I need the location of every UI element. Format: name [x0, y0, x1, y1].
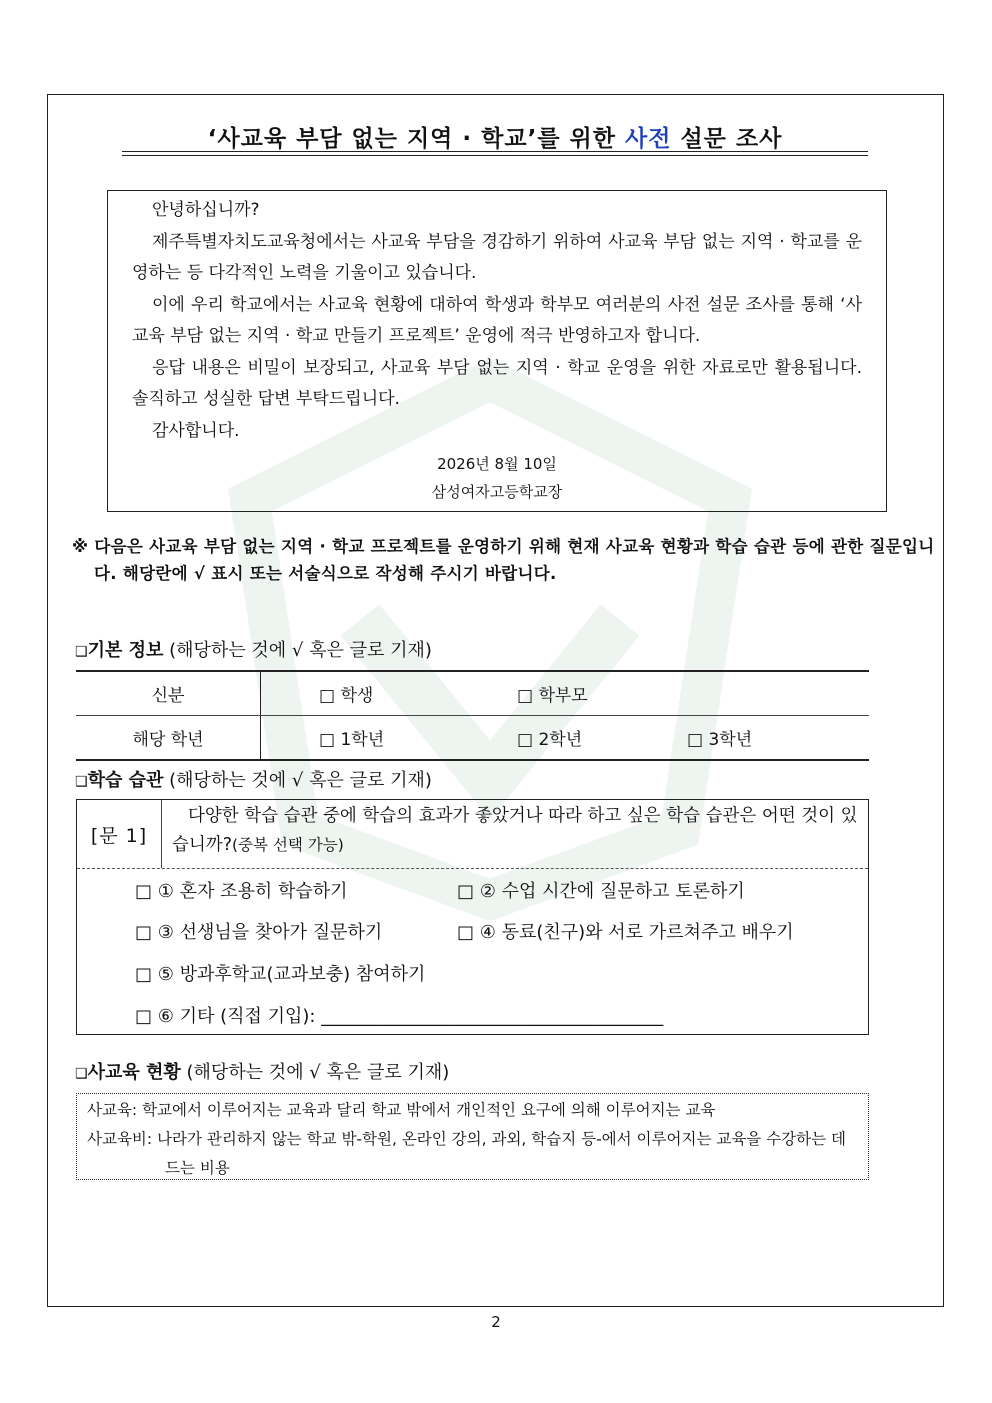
question-divider: [77, 868, 868, 869]
choice-4[interactable]: □ ④ 동료(친구)와 서로 가르쳐주고 배우기: [457, 922, 794, 943]
choice-3[interactable]: □ ③ 선생님을 찾아가 질문하기: [135, 922, 383, 943]
intro-signature: 삼성여자고등학교장: [431, 483, 563, 501]
definition-private-education-cost: 사교육비: 나라가 관리하지 않는 학교 밖-학원, 온라인 강의, 과외, 학습지 등-에서 이루어지는 교육을 수강하는 데 드는 비용: [87, 1130, 846, 1177]
row-label-grade: 해당 학년: [76, 716, 261, 761]
choice-2[interactable]: □ ② 수업 시간에 질문하고 토론하기: [457, 881, 745, 902]
intro-greeting: 안녕하십니까?: [152, 200, 260, 220]
question-1-text: 다양한 학습 습관 중에 학습의 효과가 좋았거나 따라 하고 싶은 학습 습관은 어떤 것이 있습니까?(중복 선택 가능): [172, 806, 858, 855]
basic-info-table: [76, 670, 869, 761]
definition-box: [76, 1093, 869, 1180]
identity-options: [261, 671, 870, 716]
option-parent[interactable]: □ 학부모: [517, 686, 588, 706]
row-label-identity: 신분: [76, 671, 261, 716]
checkbox-bullet-icon: ❑: [75, 644, 88, 660]
choice-5[interactable]: □ ⑤ 방과후학교(교과보충) 참여하기: [135, 964, 426, 985]
choice-1[interactable]: □ ① 혼자 조용히 학습하기: [135, 881, 348, 902]
page-number: 2: [491, 1313, 501, 1331]
title-highlight: 사전: [625, 126, 672, 152]
intro-paragraph-1: 제주특별자치도교육청에서는 사교육 부담을 경감하기 위하여 사교육 부담 없는 지역 · 학교를 운영하는 등 다각적인 노력을 기울이고 있습니다.: [132, 231, 862, 283]
option-grade-3[interactable]: □ 3학년: [687, 730, 753, 750]
intro-paragraph-2: 이에 우리 학교에서는 사교육 현황에 대하여 학생과 학부모 여러분의 사전 설문 조사를 통해 ‘사교육 부담 없는 지역 · 학교 만들기 프로젝트’ 운영에 적극 반영하고자 합니다.: [132, 294, 862, 346]
intro-date: 2026년 8월 10일: [437, 455, 557, 473]
section-basic-info-heading: ❑기본 정보 (해당하는 것에 √ 혹은 글로 기재): [75, 640, 432, 661]
checkbox-bullet-icon: ❑: [75, 1066, 88, 1082]
table-row: [76, 716, 869, 761]
option-grade-2[interactable]: □ 2학년: [517, 730, 583, 750]
section-learning-habit-heading: ❑학습 습관 (해당하는 것에 √ 혹은 글로 기재): [75, 770, 432, 791]
option-grade-1[interactable]: □ 1학년: [319, 730, 385, 750]
table-row: [76, 671, 869, 716]
intro-letter-box: [107, 190, 887, 512]
question-1-label: [문 1]: [77, 800, 162, 868]
title-underline: [122, 151, 868, 152]
checkbox-bullet-icon: ❑: [75, 774, 88, 790]
question-1-note: (중복 선택 가능): [232, 836, 344, 854]
choice-6-other[interactable]: □ ⑥ 기타 (직접 기입): ______________________________________: [135, 1006, 664, 1027]
intro-thanks: 감사합니다.: [152, 420, 240, 441]
title-underline-thin: [122, 155, 868, 156]
survey-notice: ※ 다음은 사교육 부담 없는 지역 · 학교 프로젝트를 운영하기 위해 현재 사교육 현황과 학습 습관 등에 관한 질문입니다. 해당란에 √ 표시 또는 서술식으로 작성해 주시기 바랍니다.: [72, 537, 935, 583]
option-student[interactable]: □ 학생: [319, 686, 374, 706]
intro-paragraph-3: 응답 내용은 비밀이 보장되고, 사교육 부담 없는 지역 · 학교 운영을 위한 자료로만 활용됩니다. 솔직하고 성실한 답변 부탁드립니다.: [132, 357, 862, 409]
definition-private-education: 사교육: 학교에서 이루어지는 교육과 달리 학교 밖에서 개인적인 요구에 의해 이루어지는 교육: [87, 1101, 716, 1119]
grade-options: [261, 716, 870, 761]
section-private-education-heading: ❑사교육 현황 (해당하는 것에 √ 혹은 글로 기재): [75, 1062, 450, 1083]
question-1-box: [76, 799, 869, 1035]
page-title: ‘사교육 부담 없는 지역 · 학교’를 위한 사전 설문 조사: [207, 126, 783, 152]
